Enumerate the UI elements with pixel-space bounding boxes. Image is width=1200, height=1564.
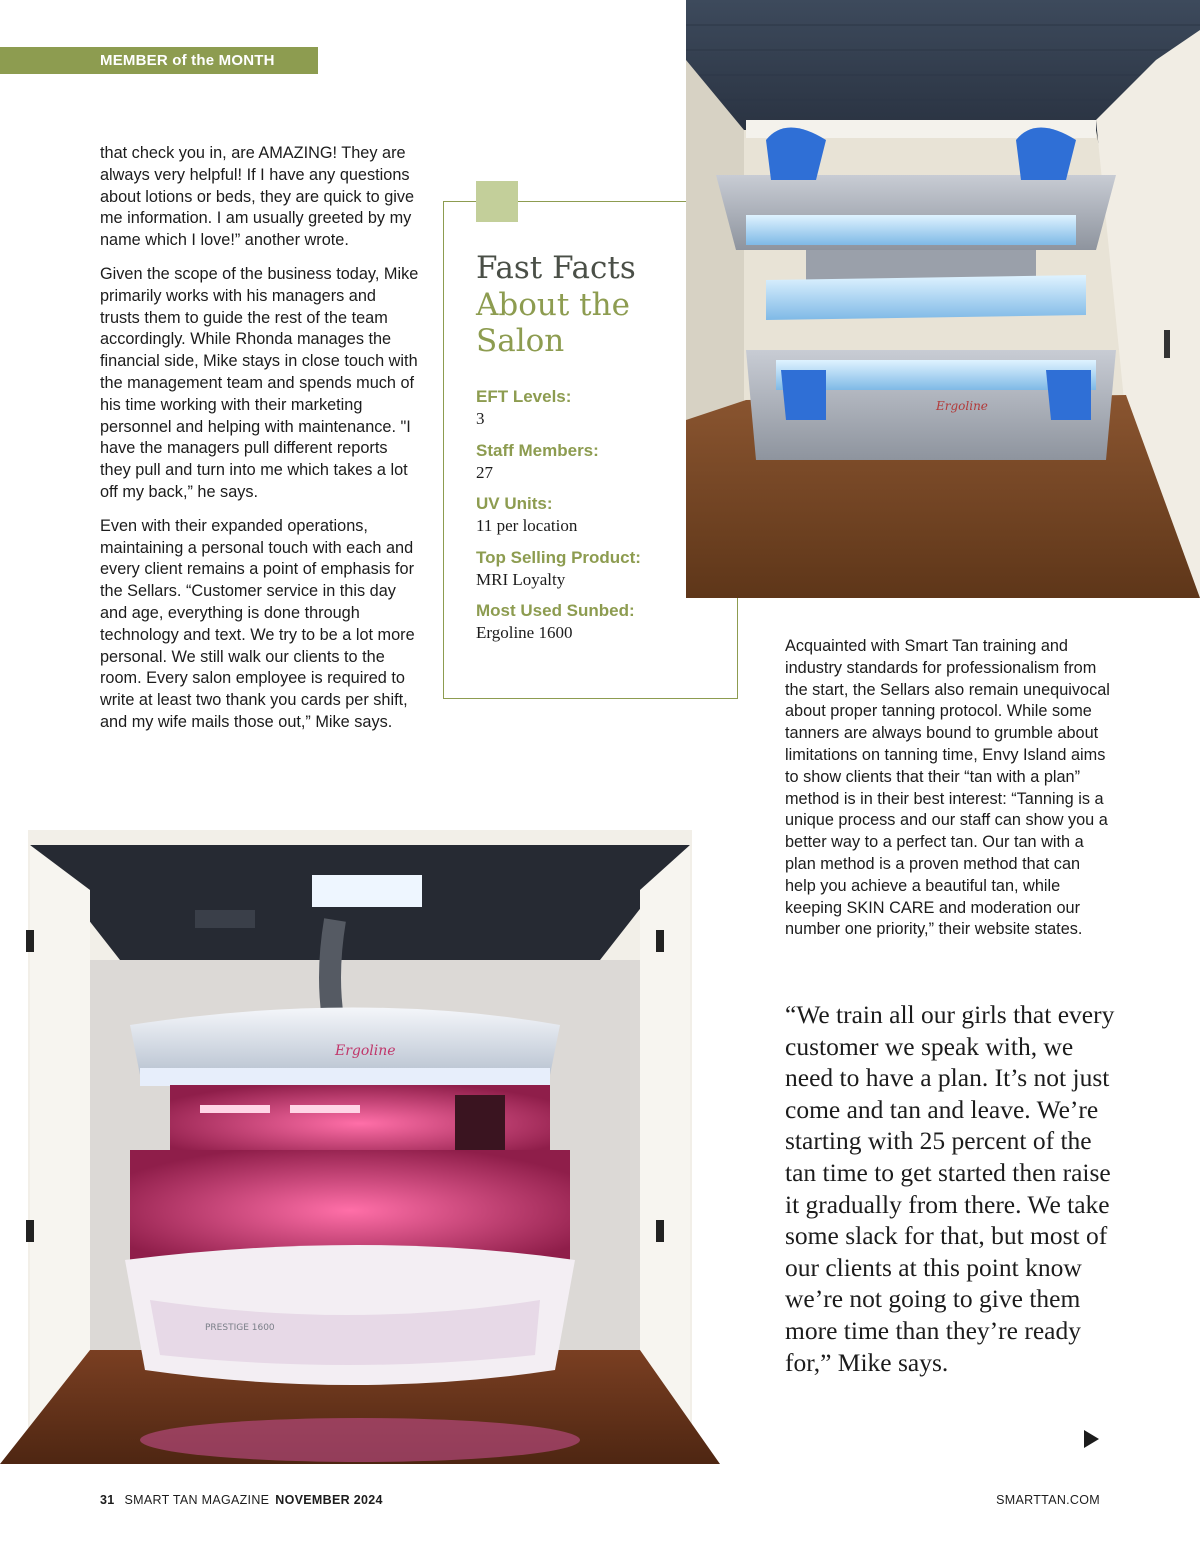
fact-value: 11 per location [476, 516, 578, 535]
photo-sunbed-pink [0, 830, 720, 1464]
continue-arrow-icon [1084, 1430, 1099, 1448]
fact-value: MRI Loyalty [476, 569, 566, 589]
photo-sunbed-blue [686, 0, 1200, 598]
publication-name: SMART TAN MAGAZINE [124, 1493, 270, 1507]
left-paragraph-1: that check you in, are AMAZING! They are always very helpful! If I have any questions about lotions or beds, they are quick to give me information. I am usually greeted by my name which I love!” another wrote. [100, 144, 415, 250]
right-paragraph: Acquainted with Smart Tan training and industry standards for professionalism from the start, the Sellars also remain unequivocal about proper tanning protocol. While some tanners are always bound to grumble about limitations on tanning time, Envy Island aims to show clients that their “tan with a plan” method is in their best interest: “Tanning is a unique process and our staff can show you a better way to a perfect tan. Our tan with a plan method is a proven method that can help you achieve a beautiful tan, while keeping SKIN CARE and moderation our number one priority,” their website states. [785, 637, 1110, 939]
fact-item [476, 600, 726, 654]
left-paragraph-2: Given the scope of the business today, Mike primarily works with his managers and trusts them to guide the rest of the team accordingly. While Rhonda manages the financial side, Mike stays in close touch with the management team and spends much of his time working with their marketing personnel and helping with maintenance. "I have the managers pull different reports they pull and turn into me which takes a lot off my back,” he says. [100, 264, 419, 501]
fact-label: Staff Members: [476, 440, 599, 460]
fast-facts-title-line1: Fast Facts [476, 250, 636, 286]
fact-label: Top Selling Product: [476, 547, 641, 567]
bottom-photo-model: PRESTIGE 1600 [205, 1323, 275, 1333]
fast-facts-title-line2: About the Salon [476, 286, 630, 359]
page-number: 31 [100, 1493, 115, 1507]
left-paragraph-3: Even with their expanded operations, maintaining a personal touch with each and every client remains a point of emphasis for the Sellars. “Customer service in this day and age, everything is done through technology and text. We try to be a lot more personal. We still walk our clients to the room. Every salon employee is required to write at least two thank you cards per shift, and my wife mails those out,” Mike says. [100, 516, 415, 731]
website-url: SMARTTAN.COM [996, 1493, 1100, 1507]
footer-left [100, 1493, 383, 1507]
left-column [100, 143, 420, 746]
fact-label: EFT Levels: [476, 387, 572, 406]
right-column [785, 636, 1110, 941]
section-tag: MEMBER of the MONTH [0, 47, 318, 74]
fact-value: 27 [476, 462, 493, 482]
fast-facts-accent-square [476, 181, 518, 222]
fact-value: Ergoline 1600 [476, 623, 573, 642]
issue-date: NOVEMBER 2024 [275, 1493, 383, 1507]
fact-label: Most Used Sunbed: [476, 601, 635, 620]
bottom-photo-brand: Ergoline [335, 1043, 396, 1059]
pull-quote: “We train all our girls that every customer we speak with, we need to have a plan. It’s not just come and tan and leave. We’re starting with 25 percent of the tan time to get started then raise it gradually from there. We take some slack for that, but most of our clients at this point know we’re not going to give them more time than they’re ready for,” Mike says. [785, 1000, 1115, 1377]
fact-value: 3 [476, 409, 485, 428]
top-photo-brand: Ergoline [936, 399, 988, 413]
fact-label: UV Units: [476, 494, 553, 513]
